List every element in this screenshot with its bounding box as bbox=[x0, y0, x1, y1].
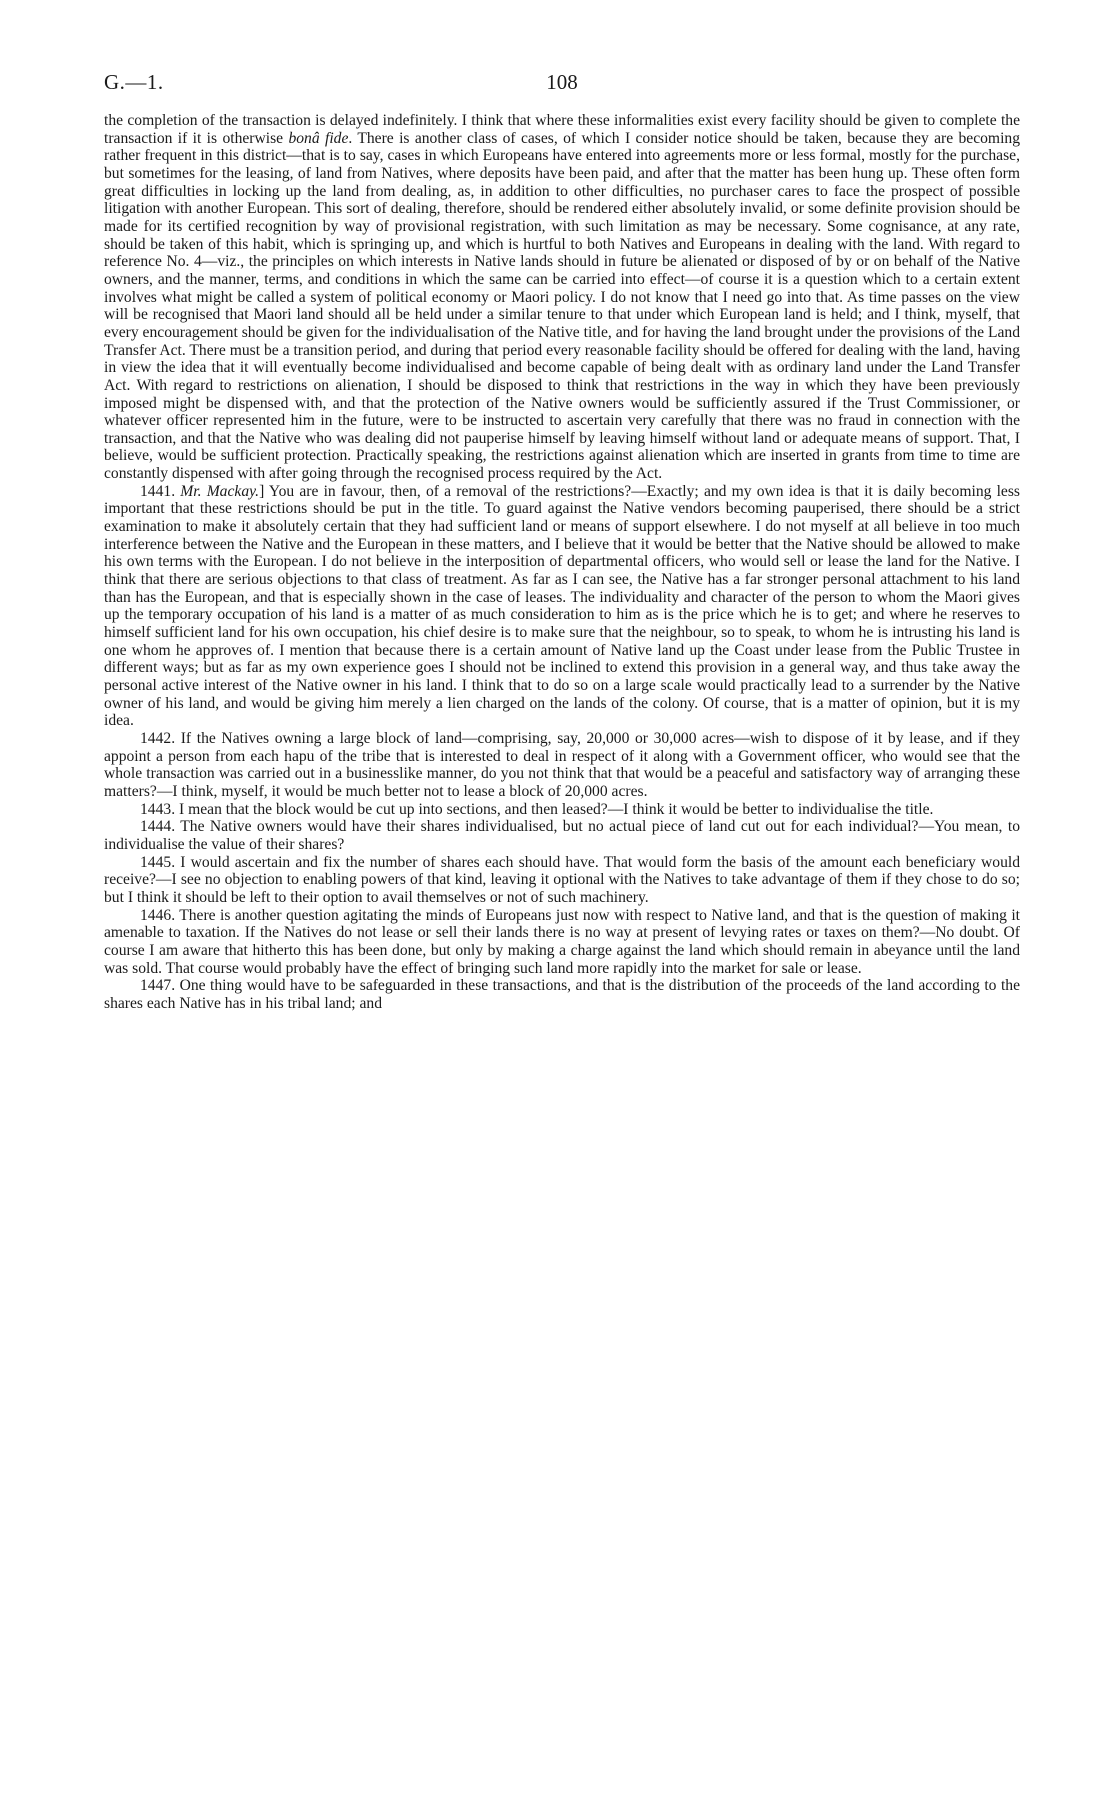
paragraph-continuation bbox=[104, 112, 1020, 483]
paragraph-1447 bbox=[104, 977, 1020, 1012]
paragraph-1443 bbox=[104, 801, 1020, 819]
paragraph-1445 bbox=[104, 854, 1020, 907]
question-number: 1445. bbox=[140, 853, 176, 871]
paragraph-1444 bbox=[104, 818, 1020, 853]
body-text bbox=[104, 112, 1020, 1012]
latin-phrase: bonâ fide bbox=[288, 129, 349, 147]
paragraph-1441 bbox=[104, 483, 1020, 730]
paragraph-text: I would ascertain and fix the number of shares each should have. That would form the basis of the amount each beneficiary would receive?—I see no objection to enabling powers of that kind, leaving it optional with the Natives to take advantage of them if they chose to do so; but I think it should be left to their option to avail themselves or not of such machinery. bbox=[104, 853, 1020, 906]
paragraph-text: ] You are in favour, then, of a removal of the restrictions?—Exactly; and my own idea is that it is daily becoming less important that these restrictions should be put in the title. To guard against the Native vendors becoming pauperised, there should be a strict examination to make it absolutely certain that they had sufficient land or means of support elsewhere. I do not myself at all believe in too much interference between the Native and the European in these matters, and I believe that it would be better that the Native should be allowed to make his own terms with the European. I do not believe in the interposition of departmental officers, who would sell or lease the land for the Native. I think that there are serious objections to that class of treatment. As far as I can see, the Native has a far stronger personal attachment to his land than has the European, and that is especially shown in the case of leases. The individuality and character of the person to whom the Maori gives up the temporary occupation of his land is a matter of as much consideration to him as is the price which he is to get; and where he reserves to himself sufficient land for his own occupation, his chief desire is to make sure that the neighbour, so to speak, to whom he is intrusting his land is one whom he approves of. I mention that because there is a certain amount of Native land up the Coast under lease from the Public Trustee in different ways; but as far as my own experience goes I should not be inclined to extend this provision in a general way, and thus take away the personal active interest of the Native owner in his land. I think that to do so on a large scale would practically lead to a surrender by the Native owner of his land, and would be giving him merely a lien charged on the lands of the colony. Of course, that is a matter of opinion, but it is my idea. bbox=[104, 482, 1020, 730]
speaker-name: Mr. Mackay. bbox=[180, 482, 260, 500]
question-number: 1447. bbox=[140, 977, 176, 995]
paragraph-text: One thing would have to be safeguarded in these transactions, and that is the distribution of the proceeds of the land according to the shares each Native has in his tribal land; and bbox=[104, 977, 1020, 1012]
paragraph-text: There is another question agitating the minds of Europeans just now with respect to Native land, and that is the question of making it amenable to taxation. If the Natives do not lease or sell their lands there is no way at present of levying rates or taxes on them?—No doubt. Of course I am aware that hitherto this has been done, but only by making a charge against the land which should remain in abeyance until the land was sold. That course would probably have the effect of bringing such land more rapidly into the market for sale or lease. bbox=[104, 906, 1020, 977]
page-header bbox=[104, 70, 1020, 96]
question-number: 1444. bbox=[140, 818, 176, 836]
page-number: 108 bbox=[546, 70, 578, 94]
question-number: 1446. bbox=[140, 906, 176, 924]
paragraph-text: The Native owners would have their shares individualised, but no actual piece of land cut out for each individual?—You mean, to individualise the value of their shares? bbox=[104, 818, 1020, 853]
paragraph-1446 bbox=[104, 907, 1020, 978]
paragraph-text: I mean that the block would be cut up into sections, and then leased?—I think it would be better to individualise the title. bbox=[179, 800, 934, 818]
question-number: 1443. bbox=[140, 800, 176, 818]
paragraph-text: If the Natives owning a large block of land—comprising, say, 20,000 or 30,000 acres—wish to dispose of it by lease, and if they appoint a person from each hapu of the tribe that is interested to deal in respect of it along with a Government officer, who would see that the whole transaction was carried out in a businesslike manner, do you not think that that would be a peaceful and satisfactory way of arranging these matters?—I think, myself, it would be much better not to lease a block of 20,000 acres. bbox=[104, 729, 1020, 800]
paragraph-text: the completion of the transaction is delayed indefinitely. I think that where these informalities exist every facility should be given to complete the transaction if it is otherwise bonâ fide. There is another class of cases, of which I consider notice should be taken, because they are becoming rather frequent in this district—that is to say, cases in which Europeans have entered into agreements more or less formal, mostly for the purchase, but sometimes for the leasing, of land from Natives, where deposits have been paid, and after that the matter has been hung up. These often form great difficulties in locking up the land from dealing, as, in addition to other difficulties, no purchaser cares to face the prospect of possible litigation with another European. This sort of dealing, therefore, should be rendered either absolutely invalid, or some definite provision should be made for its certified recognition by way of provisional registration, with such limitation as may be necessary. Some cognisance, at any rate, should be taken of this habit, which is springing up, and which is hurtful to both Natives and Europeans in dealing with the land. With regard to reference No. 4—viz., the principles on which interests in Native lands should in future be alienated or disposed of by or on behalf of the Native owners, and the manner, terms, and conditions in which the same can be carried into effect—of course it is a question which to a certain extent involves what might be called a system of political economy or Maori policy. I do not know that I need go into that. As time passes on the view will be recognised that Maori land should all be held under a similar tenure to that under which European land is held; and I think, myself, that every encouragement should be given for the individualisation of the Native title, and for having the land brought under the provisions of the Land Transfer Act. There must be a transition period, and during that period every reasonable facility should be offered for dealing with the land, having in view the idea that it will eventually become individualised and become capable of being dealt with as ordinary land under the Land Transfer Act. With regard to restrictions on alienation, I should be disposed to think that restrictions in the way in which they have been previously imposed might be dispensed with, and that the protection of the Native owners would be sufficiently assured if the Trust Commissioner, or whatever officer represented him in the future, were to be instructed to ascertain very carefully that there was no fraud in connection with the transaction, and that the Native who was dealing did not pauperise himself by leaving himself without land or adequate means of support. That, I believe, would be sufficient protection. Practically speaking, the restrictions against alienation which are inserted in grants from time to time are constantly dispensed with after going through the recognised process required by the Act. bbox=[104, 112, 1020, 483]
document-reference: G.—1. bbox=[104, 70, 164, 94]
question-number: 1441. bbox=[140, 482, 176, 500]
paragraph-1442 bbox=[104, 730, 1020, 801]
question-number: 1442. bbox=[140, 729, 176, 747]
